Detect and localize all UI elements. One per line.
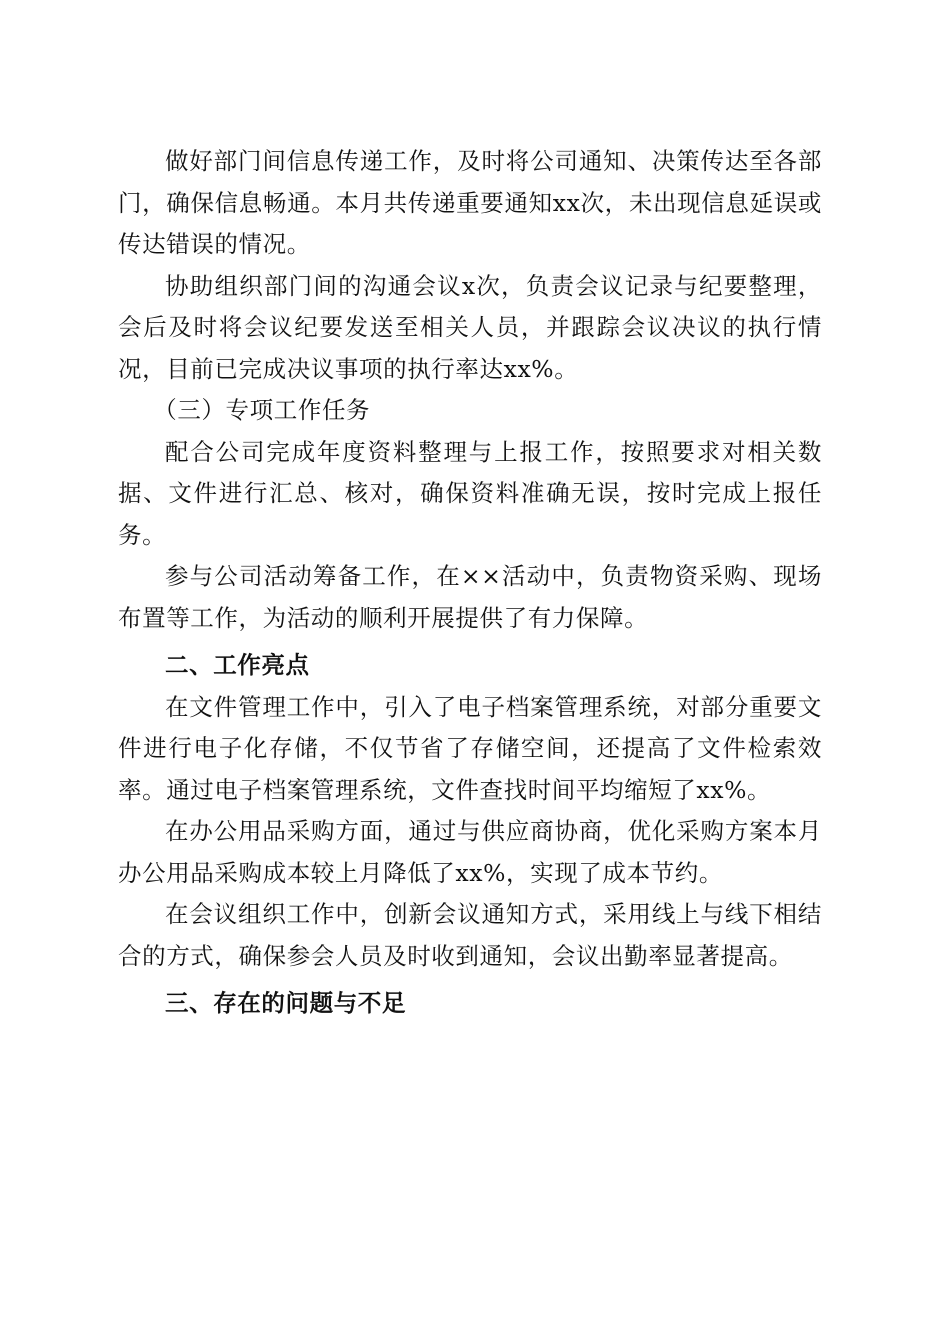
paragraph-info-transfer: 做好部门间信息传递工作，及时将公司通知、决策传达至各部门，确保信息畅通。本月共传递重要通知xx次，未出现信息延误或传达错误的情况。 (118, 147, 822, 258)
section-title-problems: 三、存在的问题与不足 (165, 989, 406, 1017)
subsection-title-special-tasks: （三）专项工作任务 (153, 396, 371, 424)
document-body (118, 141, 822, 1025)
paragraph-event-preparation: 参与公司活动筹备工作，在××活动中，负责物资采购、现场布置等工作，为活动的顺利开展提供了有力保障。 (118, 562, 822, 632)
paragraph-e-archive: 在文件管理工作中，引入了电子档案管理系统，对部分重要文件进行电子化存储，不仅节省了存储空间，还提高了文件检索效率。通过电子档案管理系统，文件查找时间平均缩短了xx%。 (118, 692, 822, 804)
paragraph-annual-report: 配合公司完成年度资料整理与上报工作，按照要求对相关数据、文件进行汇总、核对，确保资料准确无误，按时完成上报任务。 (118, 437, 822, 549)
section-title-highlights: 二、工作亮点 (165, 651, 310, 679)
paragraph-meeting-notice: 在会议组织工作中，创新会议通知方式，采用线上与线下相结合的方式，确保参会人员及时收到通知，会议出勤率显著提高。 (118, 900, 822, 970)
paragraph-procurement: 在办公用品采购方面，通过与供应商协商，优化采购方案本月办公用品采购成本较上月降低了xx%，实现了成本节约。 (118, 817, 822, 887)
paragraph-meeting-coordination: 协助组织部门间的沟通会议x次，负责会议记录与纪要整理，会后及时将会议纪要发送至相关人员，并跟踪会议决议的执行情况，目前已完成决议事项的执行率达xx%。 (118, 271, 822, 383)
